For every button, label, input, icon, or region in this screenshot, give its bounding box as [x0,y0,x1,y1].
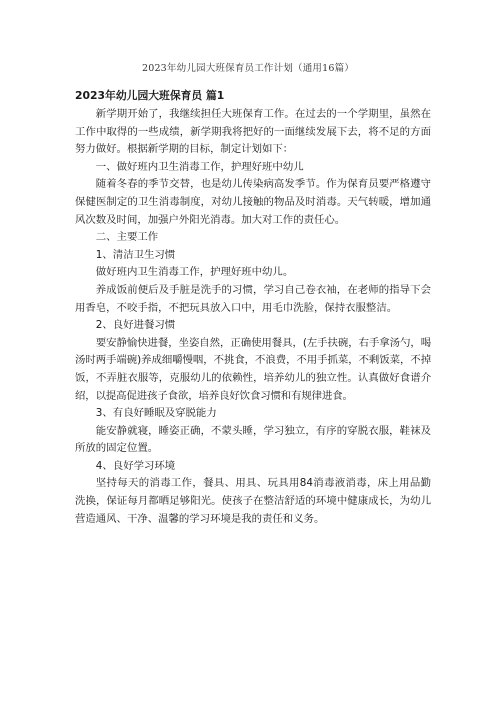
paragraph-sleep-title: 3、有良好睡眠及穿脱能力 [95,407,217,420]
page-header-title: 2023年幼儿园大班保育员工作计划（通用16篇） [141,63,355,74]
paragraph-intro: 新学期开始了，我继续担任大班保育工作。在过去的一个学期里，虽然在工作中取得的一些成绩，新学期我将把好的一面继续发展下去，将不足的方面努力做好。根据新学期的目标，制定计划如下： [75,108,431,156]
paragraph-section-2-title: 二、主要工作 [95,231,159,244]
paragraph-section-1-title: 一、做好班内卫生消毒工作，护理好班中幼儿 [95,160,304,173]
paragraph-hygiene-title: 1、清洁卫生习惯 [95,248,176,261]
paragraph-section-1-body: 随着冬春的季节交替，也是幼儿传染病高发季节。作为保育员要严格遵守保健医制定的卫生消毒制度，对幼儿接触的物品及时消毒。天气转暖，增加通风次数及时间，加强户外阳光消毒。加大对工作的责任心。 [75,178,431,226]
article-body [75,87,431,528]
paragraph-hygiene-body: 养成饭前便后及手脏是洗手的习惯，学习自己卷衣袖，在老师的指导下会用香皂，不咬手指，不把玩具放入口中，用毛巾洗脸，保持衣服整洁。 [75,283,431,314]
paragraph-sleep-body: 能安静就寝，睡姿正确，不蒙头睡，学习独立，有序的穿脱衣服，鞋袜及所放的固定位置。 [75,424,431,455]
paragraph-eating-title: 2、良好进餐习惯 [95,319,176,332]
paragraph-eating-body: 要安静愉快进餐，坐姿自然，正确使用餐具，(左手扶碗，右手拿汤勺，喝汤时两手端碗)养成细嚼慢咽，不挑食，不浪费，不用手抓菜，不剩饭菜，不掉饭，不弄脏衣服等，克服幼儿的依赖性，培养幼儿的独立性。认真做好食谱介绍，以提高促进孩子食欲，培养良好饮食习惯和有规律进食。 [75,336,431,402]
paragraph-environment-title: 4、良好学习环境 [95,459,176,472]
paragraph-hygiene-summary: 做好班内卫生消毒工作，护理好班中幼儿。 [95,266,294,279]
article-heading: 2023年幼儿园大班保育员 篇1 [75,89,225,102]
paragraph-environment-body: 坚持每天的消毒工作，餐具、用具、玩具用84消毒液消毒，床上用品勤洗换，保证每月都晒足够阳光。使孩子在整洁舒适的环境中健康成长，为幼儿营造通风、干净、温馨的学习环境是我的责任和义务。 [75,477,431,525]
